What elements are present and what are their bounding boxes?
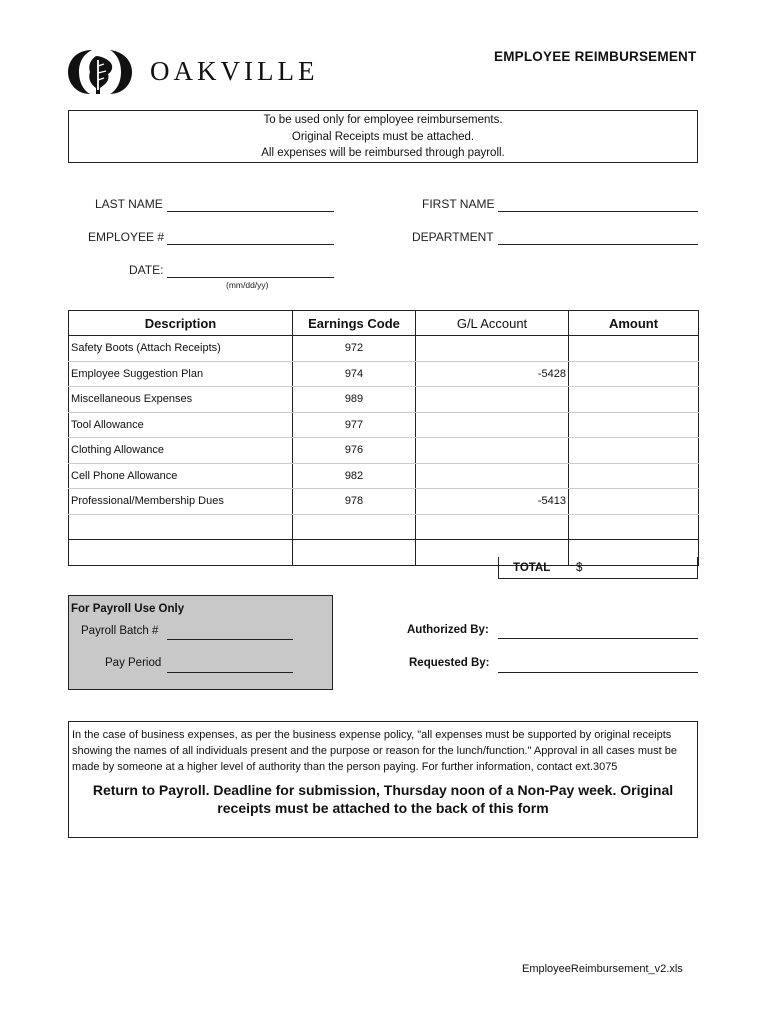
row-amount[interactable] — [569, 336, 699, 362]
employee-number-label: EMPLOYEE # — [88, 230, 165, 244]
requested-by-field[interactable] — [498, 672, 698, 673]
policy-text: In the case of business expenses, as per the business expense policy, "all expenses must be supported by original receipts showing the names of all individuals present and the purpose or reason for the lunch/function." Approval in all cases must be made by someone at a higher level of authority than the person paying. For further information, contact ext.3075 — [72, 729, 677, 773]
header-earnings-code: Earnings Code — [293, 311, 416, 336]
payroll-batch-field[interactable] — [167, 639, 293, 640]
total-box — [498, 557, 698, 579]
table-row — [69, 361, 699, 387]
brand-wordmark: OAKVILLE — [150, 56, 319, 86]
first-name-label: FIRST NAME — [422, 197, 495, 211]
row-gl-account[interactable] — [416, 412, 569, 438]
requested-by-label: Requested By: — [409, 657, 490, 669]
row-description: Employee Suggestion Plan — [69, 361, 293, 387]
row-amount[interactable] — [569, 412, 699, 438]
first-name-field[interactable] — [498, 211, 698, 212]
department-field[interactable] — [498, 244, 698, 245]
row-description: Clothing Allowance — [69, 438, 293, 464]
deadline-notice: Return to Payroll. Deadline for submission, Thursday noon of a Non-Pay week. Original receipts must be attached to the back of this form — [92, 782, 674, 816]
row-description[interactable] — [69, 540, 293, 566]
header-amount: Amount — [569, 311, 699, 336]
notice-line: Original Receipts must be attached. — [291, 130, 475, 143]
row-gl-account[interactable] — [416, 387, 569, 413]
row-earnings-code: 974 — [293, 361, 416, 387]
row-description: Miscellaneous Expenses — [69, 387, 293, 413]
table-row — [69, 463, 699, 489]
footer-filename: EmployeeReimbursement_v2.xls — [522, 963, 683, 975]
row-gl-account[interactable] — [416, 514, 569, 540]
row-gl-account[interactable] — [416, 336, 569, 362]
row-earnings-code: 982 — [293, 463, 416, 489]
row-amount[interactable] — [569, 463, 699, 489]
header-description: Description — [69, 311, 293, 336]
notice-box — [68, 110, 698, 163]
last-name-label: LAST NAME — [95, 197, 163, 211]
row-gl-account[interactable] — [416, 438, 569, 464]
pay-period-label: Pay Period — [105, 657, 162, 669]
policy-box — [68, 721, 698, 838]
row-gl-account[interactable]: -5428 — [416, 361, 569, 387]
row-description: Tool Allowance — [69, 412, 293, 438]
payroll-title: For Payroll Use Only — [71, 603, 185, 615]
row-earnings-code: 978 — [293, 489, 416, 515]
page-title: EMPLOYEE REIMBURSEMENT — [494, 49, 697, 64]
table-row — [69, 412, 699, 438]
header-gl-account: G/L Account — [416, 311, 569, 336]
row-amount[interactable] — [569, 514, 699, 540]
total-currency: $ — [576, 562, 583, 574]
row-earnings-code: 989 — [293, 387, 416, 413]
total-label: TOTAL — [513, 562, 551, 574]
row-amount[interactable] — [569, 489, 699, 515]
table-row — [69, 489, 699, 515]
authorized-by-field[interactable] — [498, 638, 698, 639]
row-gl-account[interactable]: -5413 — [416, 489, 569, 515]
notice-line: All expenses will be reimbursed through payroll. — [261, 147, 505, 159]
row-gl-account[interactable] — [416, 463, 569, 489]
table-header-row — [69, 311, 699, 336]
payroll-batch-label: Payroll Batch # — [81, 625, 159, 637]
row-amount[interactable] — [569, 438, 699, 464]
row-earnings-code: 972 — [293, 336, 416, 362]
row-amount[interactable] — [569, 361, 699, 387]
date-label: DATE: — [129, 263, 164, 277]
row-earnings-code: 977 — [293, 412, 416, 438]
row-description[interactable] — [69, 514, 293, 540]
department-label: DEPARTMENT — [412, 230, 494, 244]
row-description: Professional/Membership Dues — [69, 489, 293, 515]
notice-line: To be used only for employee reimbursements. — [263, 114, 503, 126]
oak-leaf-logo-icon — [66, 46, 136, 98]
row-earnings-code[interactable] — [293, 540, 416, 566]
table-row — [69, 387, 699, 413]
table-row — [69, 438, 699, 464]
date-format-hint: (mm/dd/yy) — [226, 280, 269, 290]
employee-number-field[interactable] — [167, 244, 334, 245]
row-amount[interactable] — [569, 387, 699, 413]
table-row — [69, 336, 699, 362]
row-earnings-code[interactable] — [293, 514, 416, 540]
payroll-use-box — [68, 595, 333, 690]
row-description: Safety Boots (Attach Receipts) — [69, 336, 293, 362]
authorized-by-label: Authorized By: — [407, 624, 489, 636]
pay-period-field[interactable] — [167, 672, 293, 673]
table-row — [69, 514, 699, 540]
date-field[interactable] — [167, 277, 334, 278]
reimbursement-table — [68, 310, 699, 566]
row-earnings-code: 976 — [293, 438, 416, 464]
row-description: Cell Phone Allowance — [69, 463, 293, 489]
last-name-field[interactable] — [167, 211, 334, 212]
